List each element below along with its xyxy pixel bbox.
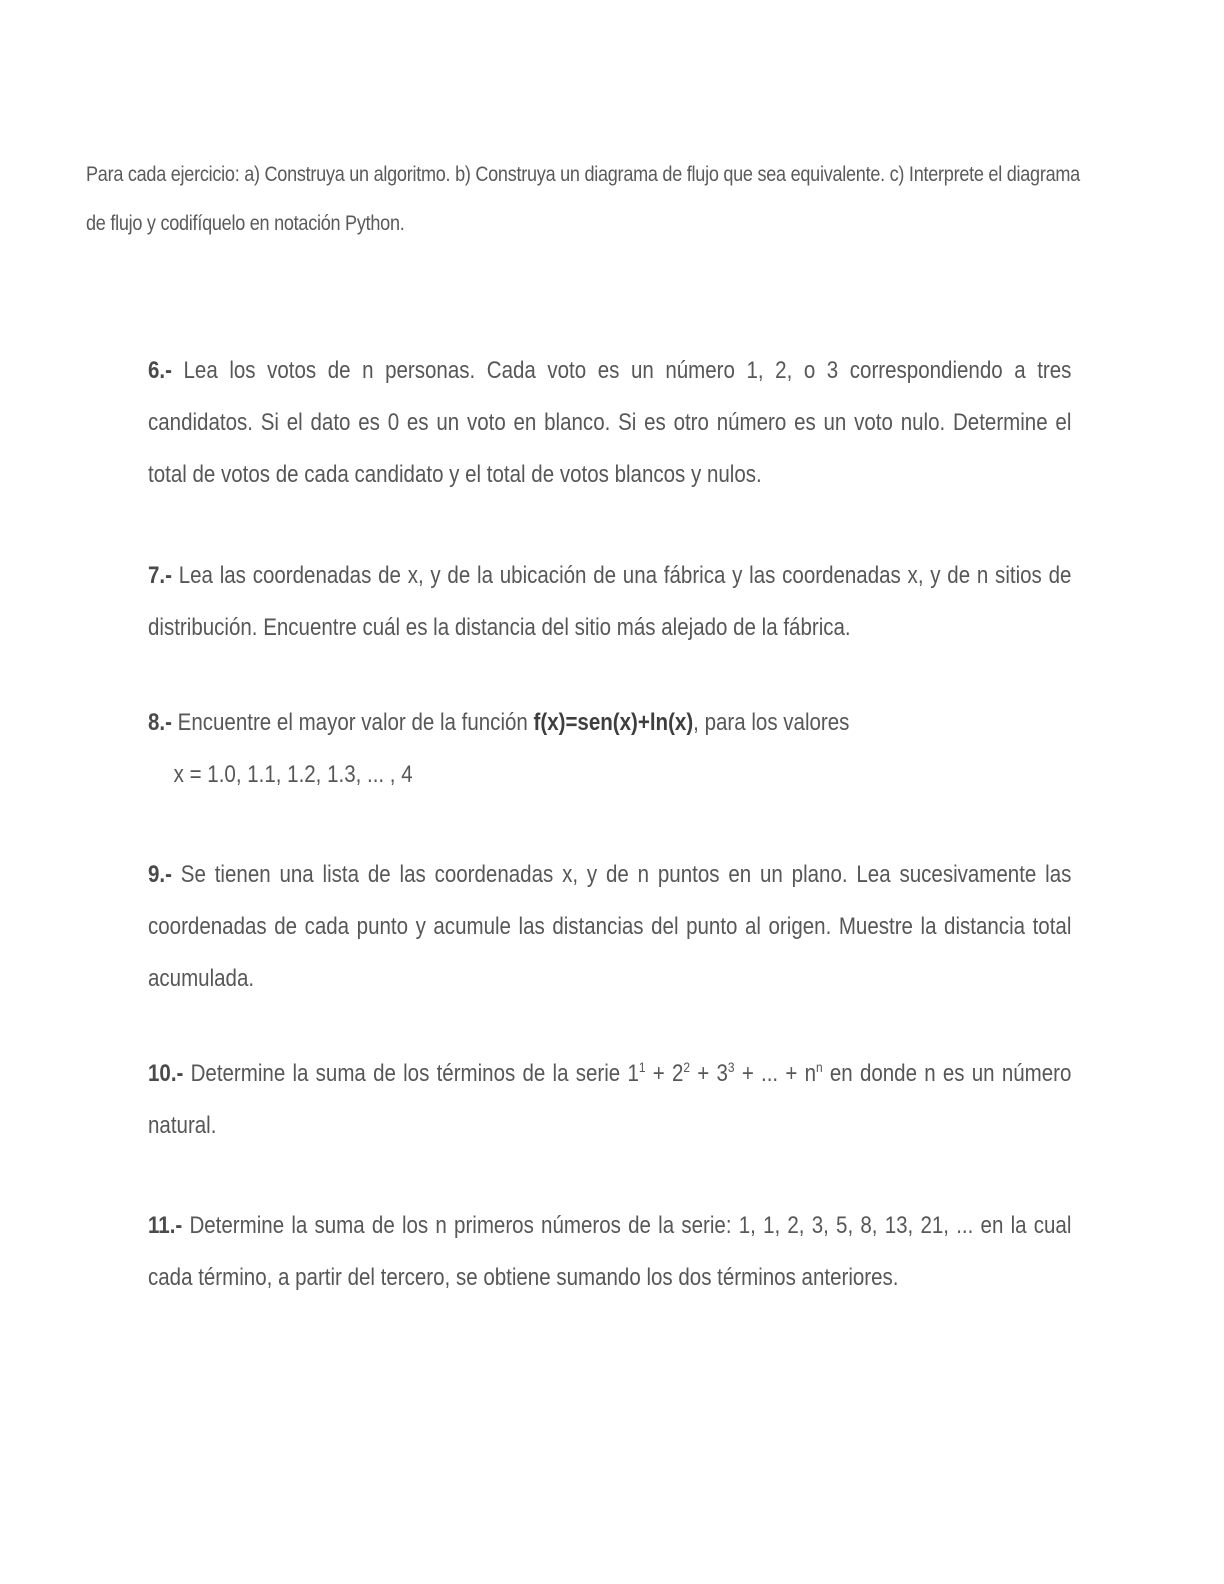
exercise-10 xyxy=(148,1048,1071,1152)
exercise-number: 11.- xyxy=(148,1212,183,1239)
exercise-9 xyxy=(148,849,1071,1005)
exercise-text-after: en donde n es un número natural. xyxy=(148,1060,1072,1139)
exercise-11 xyxy=(148,1200,1071,1304)
exercise-number: 7.- xyxy=(148,562,172,589)
exercise-text: Lea los votos de n personas. Cada voto es un número 1, 2, o 3 correspondiendo a tres candidatos. Si el dato es 0 es un voto en blanco. Si es otro número es un voto nulo. Determine el total de votos de cada candidato y el total de votos blancos y nulos. xyxy=(148,357,1072,488)
exercise-text: Determine la suma de los n primeros números de la serie: 1, 1, 2, 3, 5, 8, 13, 21, ... en la cual cada término, a partir del tercero, se obtiene sumando los dos términos anteriores. xyxy=(148,1212,1072,1291)
exercise-text: Se tienen una lista de las coordenadas x, y de n puntos en un plano. Lea sucesivamente las coordenadas de cada punto y acumule las distancias del punto al origen. Muestre la distancia total acumulada. xyxy=(148,861,1072,992)
series-formula: $1^1 + 2^2 + 3^3$ + ... + $n^n$ xyxy=(627,1059,823,1087)
exercise-number: 6.- xyxy=(148,357,172,384)
exercise-text: Determine la suma de los términos de la serie xyxy=(190,1060,621,1087)
exercise-text-after: , para los valores xyxy=(693,709,850,736)
values-line: x = 1.0, 1.1, 1.2, 1.3, ... , 4 xyxy=(173,761,413,788)
exercise-7 xyxy=(148,550,1071,654)
exercise-text: Encuentre el mayor valor de la función xyxy=(177,709,528,736)
exercise-number: 10.- xyxy=(148,1060,184,1087)
exercise-6 xyxy=(148,345,1071,501)
exercise-8 xyxy=(148,697,1071,801)
exercise-number: 8.- xyxy=(148,709,172,736)
function-formula: f(x)=sen(x)+ln(x) xyxy=(533,709,694,736)
instructions-paragraph: Para cada ejercicio: a) Construya un algoritmo. b) Construya un diagrama de flujo que sea equivalente. c) Interprete el diagrama de flujo y codifíquelo en notación Python. xyxy=(86,163,1080,235)
exercise-number: 9.- xyxy=(148,861,172,888)
exercise-text: Lea las coordenadas de x, y de la ubicación de una fábrica y las coordenadas x, y de n sitios de distribución. Encuentre cuál es la distancia del sitio más alejado de la fábrica. xyxy=(148,562,1072,641)
